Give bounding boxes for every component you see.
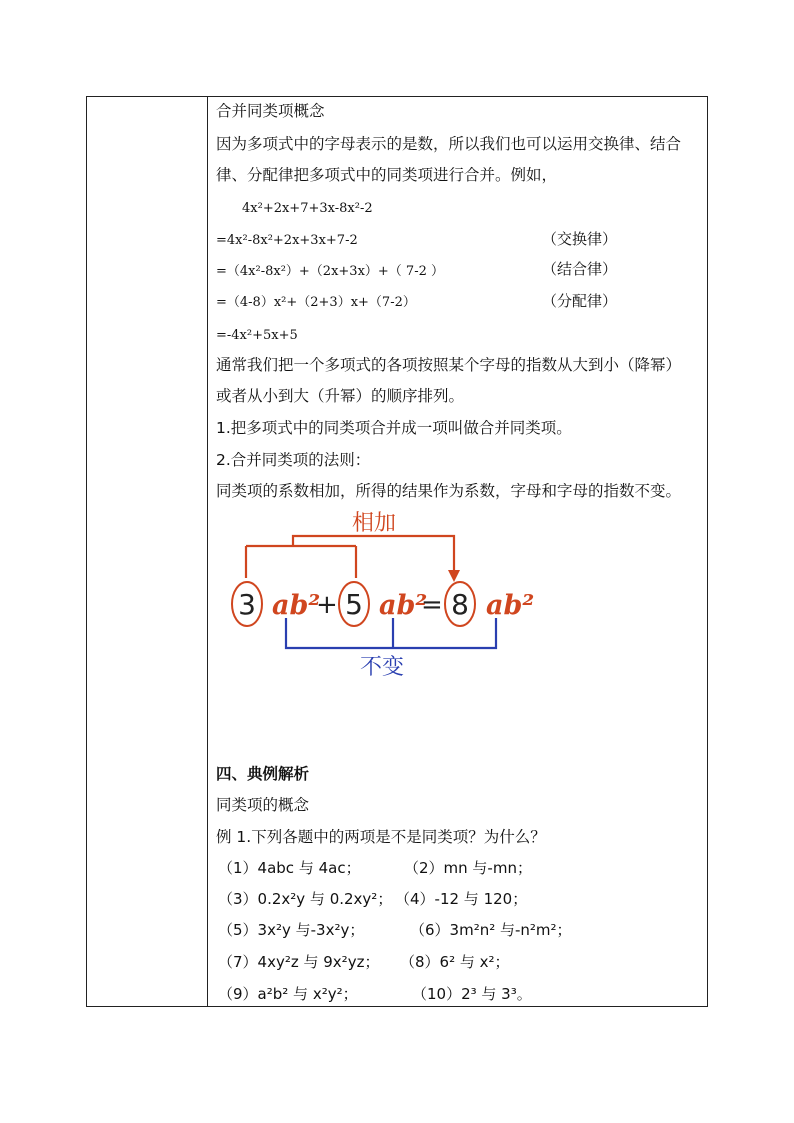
paragraph-line: 或者从小到大（升幂）的顺序排列。 bbox=[216, 387, 465, 405]
equals-sign: = bbox=[421, 590, 443, 620]
label-add: 相加 bbox=[351, 511, 397, 536]
example-item: （6）3m²n² 与-n²m²； bbox=[410, 921, 572, 939]
example-item: （10）2³ 与 3³。 bbox=[412, 985, 532, 1003]
section-subheading: 同类项的概念 bbox=[216, 796, 310, 814]
rule-text: 同类项的系数相加，所得的结果作为系数，字母和字母的指数不变。 bbox=[216, 482, 682, 500]
expression: 4x²+2x+7+3x-8x²-2 bbox=[242, 201, 373, 216]
coef-3: 3 bbox=[238, 588, 256, 621]
expression-result: =-4x²+5x+5 bbox=[216, 328, 298, 343]
example-item: （9）a²b² 与 x²y²； bbox=[218, 985, 358, 1003]
expression-step: =（4x²-8x²）+（2x+3x）+（ 7-2 ） bbox=[216, 264, 444, 279]
rule-2: 2.合并同类项的法则： bbox=[216, 451, 371, 469]
paragraph-line: 律、分配律把多项式中的同类项进行合并。例如， bbox=[216, 166, 558, 184]
example-item: （4）-12 与 120； bbox=[395, 890, 528, 908]
example-title: 例 1.下列各题中的两项是不是同类项？为什么？ bbox=[216, 828, 546, 846]
coef-8: 8 bbox=[451, 588, 469, 621]
bracket-top bbox=[293, 536, 454, 572]
term-ab2: ab² bbox=[486, 590, 535, 621]
example-item: （5）3x²y 与-3x²y； bbox=[218, 921, 365, 939]
term-ab2: ab² bbox=[379, 590, 428, 621]
column-divider bbox=[207, 96, 208, 1007]
paragraph-line: 通常我们把一个多项式的各项按照某个字母的指数从大到小（降幂） bbox=[216, 356, 682, 374]
paragraph-line: 因为多项式中的字母表示的是数，所以我们也可以运用交换律、结合 bbox=[216, 135, 682, 153]
arrow-down-icon bbox=[448, 570, 460, 582]
example-item: （3）0.2x²y 与 0.2xy²； bbox=[218, 890, 393, 908]
concept-title: 合并同类项概念 bbox=[216, 102, 325, 120]
term-ab2: ab² bbox=[272, 590, 321, 621]
coef-5: 5 bbox=[345, 588, 363, 621]
rule-1: 1.把多项式中的同类项合并成一项叫做合并同类项。 bbox=[216, 419, 572, 437]
law-note: （结合律） bbox=[542, 260, 618, 278]
law-note: （交换律） bbox=[542, 230, 618, 248]
section-heading: 四、典例解析 bbox=[216, 765, 310, 783]
plus-sign: + bbox=[316, 590, 338, 620]
bracket-bottom bbox=[286, 618, 496, 648]
example-item: （7）4xy²z 与 9x²yz； bbox=[218, 953, 380, 971]
combine-diagram bbox=[216, 500, 546, 690]
label-same: 不变 bbox=[359, 655, 405, 680]
law-note: （分配律） bbox=[542, 292, 618, 310]
example-item: （1）4abc 与 4ac； bbox=[218, 859, 361, 877]
example-item: （8）6² 与 x²； bbox=[400, 953, 510, 971]
expression-step: =（4-8）x²+（2+3）x+（7-2） bbox=[216, 295, 416, 310]
example-item: （2）mn 与-mn； bbox=[404, 859, 532, 877]
expression-step: =4x²-8x²+2x+3x+7-2 bbox=[216, 233, 358, 248]
